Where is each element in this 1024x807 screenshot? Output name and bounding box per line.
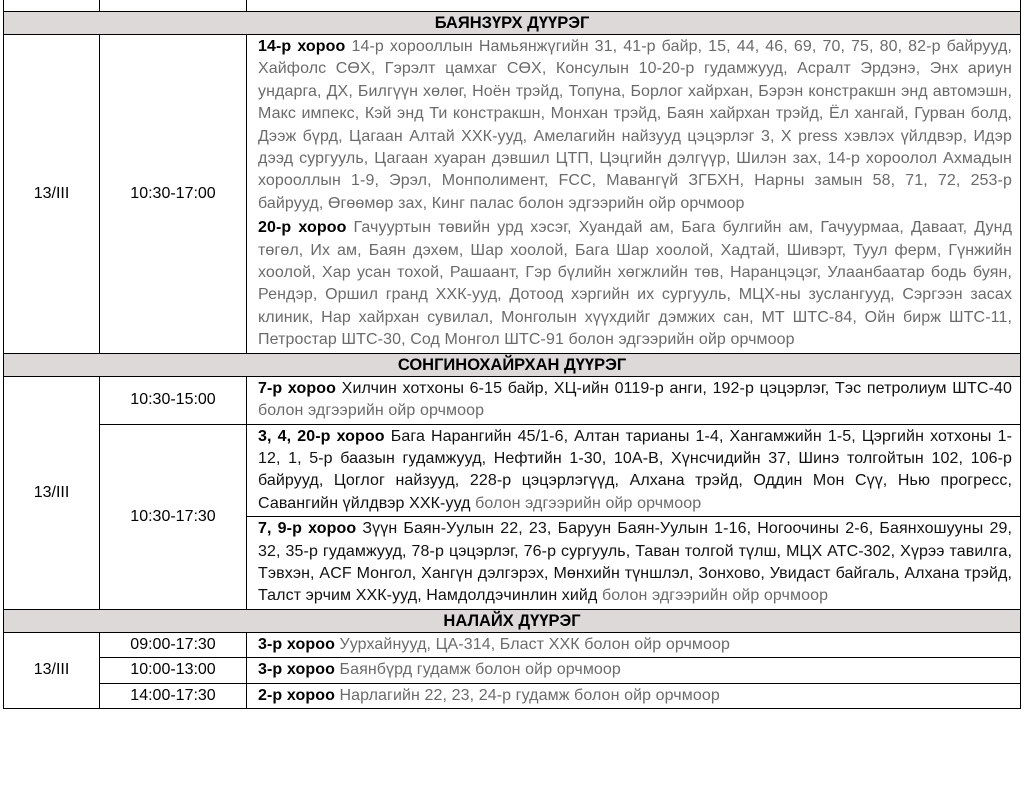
schedule-row (4, 35, 1021, 217)
time-cell: 09:00-17:30 (100, 632, 247, 657)
location-suffix: болон эдгээрийн ойр орчмоор (470, 494, 702, 512)
time-cell: 10:00-13:00 (100, 658, 247, 683)
district-name: СОНГИНОХАЙРХАН ДҮҮРЭГ (4, 353, 1021, 376)
location-cell (247, 632, 1021, 657)
time-cell: 10:30-17:00 (100, 35, 247, 354)
location-suffix: болон эдгээрийн ойр орчмоор (563, 331, 795, 349)
clipped-row (4, 0, 1021, 12)
date-cell: 13/III (4, 632, 100, 708)
location-cell (247, 376, 1021, 424)
district-name: НАЛАЙХ ДҮҮРЭГ (4, 609, 1021, 632)
outage-schedule (3, 0, 1020, 709)
location-cell (247, 683, 1021, 708)
khoroo-label: 7-р хороо (258, 379, 337, 397)
location-list: Хилчин хотхоны 6-15 байр, ХЦ-ийн 0119-р анги, 192-р цэцэрлэг, Тэс петролиум ШТС-40 (341, 379, 1012, 397)
district-header (4, 12, 1021, 35)
schedule-row (4, 376, 1021, 424)
location-cell (247, 424, 1021, 517)
location-list: Бага Нарангийн 45/1-6, Алтан тарианы 1-4, Хангамжийн 1-5, Цэргийн хотхоны 1-12, 1, 5-р баазын гудамжууд, Нефтийн 1-30, 10А-В, Хүнсчидийн 37, Шинэ толгойтын 102, 106-р байрууд, Цоглог найзууд, 228-р цэцэрлэгүүд, Алхана трэйд, Оддин Мон Сүү, Нью прогресс, Савангийн үйлдвэр ХХК-ууд (258, 427, 1013, 512)
time-cell: 14:00-17:30 (100, 683, 247, 708)
khoroo-label: 3-р хороо (258, 661, 335, 679)
time-cell: 10:30-17:30 (100, 424, 247, 609)
location-suffix: болон эдгээрийн ойр орчмоор (258, 402, 485, 420)
location-list: Нарлагийн 22, 23, 24-р гудамж болон ойр орчмоор (339, 686, 720, 704)
location-cell (247, 658, 1021, 683)
district-header (4, 609, 1021, 632)
district-header (4, 353, 1021, 376)
khoroo-label: 7, 9-р хороо (258, 520, 357, 538)
schedule-table (3, 0, 1021, 709)
location-list: 14-р хорооллын Намьянжүгийн 31, 41-р байр, 15, 44, 46, 69, 70, 75, 80, 82-р байрууд, Хайфолс СӨХ, Гэрэлт цамхаг СӨХ, Консулын 10-20-р гудамжууд, Асралт Эрдэнэ, Энх ариун ундарга, ДХ, Билгүүн хөлөг, Ноён трэйд, Топуна, Борлог хайрхан, Бэрэн констракшн энд автомэшн, Макс импекс, Кэй энд Ти констракшн, Монхан трэйд, Баян хайрхан трэйд, Ёл хангай, Гурван болд, Дээж бүрд, Цагаан Алтай ХХК-ууд, Амелагийн найзууд цэцэрлэг 3, X press хэвлэх үйлдвэр, Идэр дээд сургууль, Цагаан хуаран дэвшил ЦТП, Цэцгийн дэлгүүр, Шилэн зах, 14-р хороолол Ахмадын хорооллын 1-9, Эрэл, Монполимент, FCC, Мавангүй ЗГБХН, Нарны замын 58, 71, 72, 253-р байрууд, Өгөөмөр зах, Кинг палас болон эдгээрийн ойр орчмоор (258, 38, 1012, 212)
location-cell (247, 35, 1021, 217)
schedule-row (4, 658, 1021, 683)
khoroo-label: 2-р хороо (258, 686, 335, 704)
date-cell: 13/III (4, 376, 100, 609)
time-cell: 10:30-15:00 (100, 376, 247, 424)
location-list: Баянбүрд гудамж болон ойр орчмоор (339, 661, 621, 679)
schedule-row (4, 424, 1021, 517)
schedule-row (4, 683, 1021, 708)
khoroo-label: 20-р хороо (258, 219, 347, 237)
khoroo-label: 3-р хороо (258, 635, 335, 653)
schedule-row (4, 632, 1021, 657)
district-name: БАЯНЗҮРХ ДҮҮРЭГ (4, 12, 1021, 35)
location-cell (247, 216, 1021, 353)
khoroo-label: 14-р хороо (258, 38, 346, 55)
location-list: Уурхайнууд, ЦА-314, Бласт ХХК болон ойр орчмоор (339, 635, 731, 653)
location-list: Зүүн Баян-Уулын 22, 23, Баруун Баян-Уулын 1-16, Ногоочины 2-6, Баянхошууны 29, 32, 35-р гудамжууд, 78-р цэцэрлэг, 76-р сургууль, Таван толгой түлш, МЦХ АТС-302, Хүрээ тавилга, Тэвхэн, ACF Монгол, Хангүн дэлгэрэх, Мөнхийн түншлэл, Зонхово, Увидаст байгаль, Алхана трэйд, Талст эрчим ХХК-ууд, Намдолдэчинлин хийд (258, 520, 1012, 605)
khoroo-label: 3, 4, 20-р хороо (258, 427, 385, 445)
location-cell (247, 517, 1021, 610)
date-cell: 13/III (4, 35, 100, 354)
location-suffix: болон эдгээрийн ойр орчмоор (597, 587, 829, 605)
location-list: Гачууртын төвийн урд хэсэг, Хуандай ам, Бага булгийн ам, Гачуурмаа, Даваат, Дунд төгөл, Их ам, Баян дэхөм, Шар хоолой, Бага Шар хоолой, Хадтай, Шивэрт, Туул ферм, Гүнжийн хоолой, Хар усан тохой, Рашаант, Гэр бүлийн хөгжлийн төв, Наранцэцэг, Улаанбаатар бодь буян, Рендэр, Оршил гранд ХХК-ууд, Дотоод хэргийн их сургууль, МЦХ-ны зуслангууд, Сэргээн засах клиник, Нар хайрхан сувилал, Монголын хүүхдийг дэмжих сан, МТ ШТС-84, Ойн бирж ШТС-11, Петростар ШТС-30, Сод Монгол ШТС-91 (258, 219, 1013, 349)
